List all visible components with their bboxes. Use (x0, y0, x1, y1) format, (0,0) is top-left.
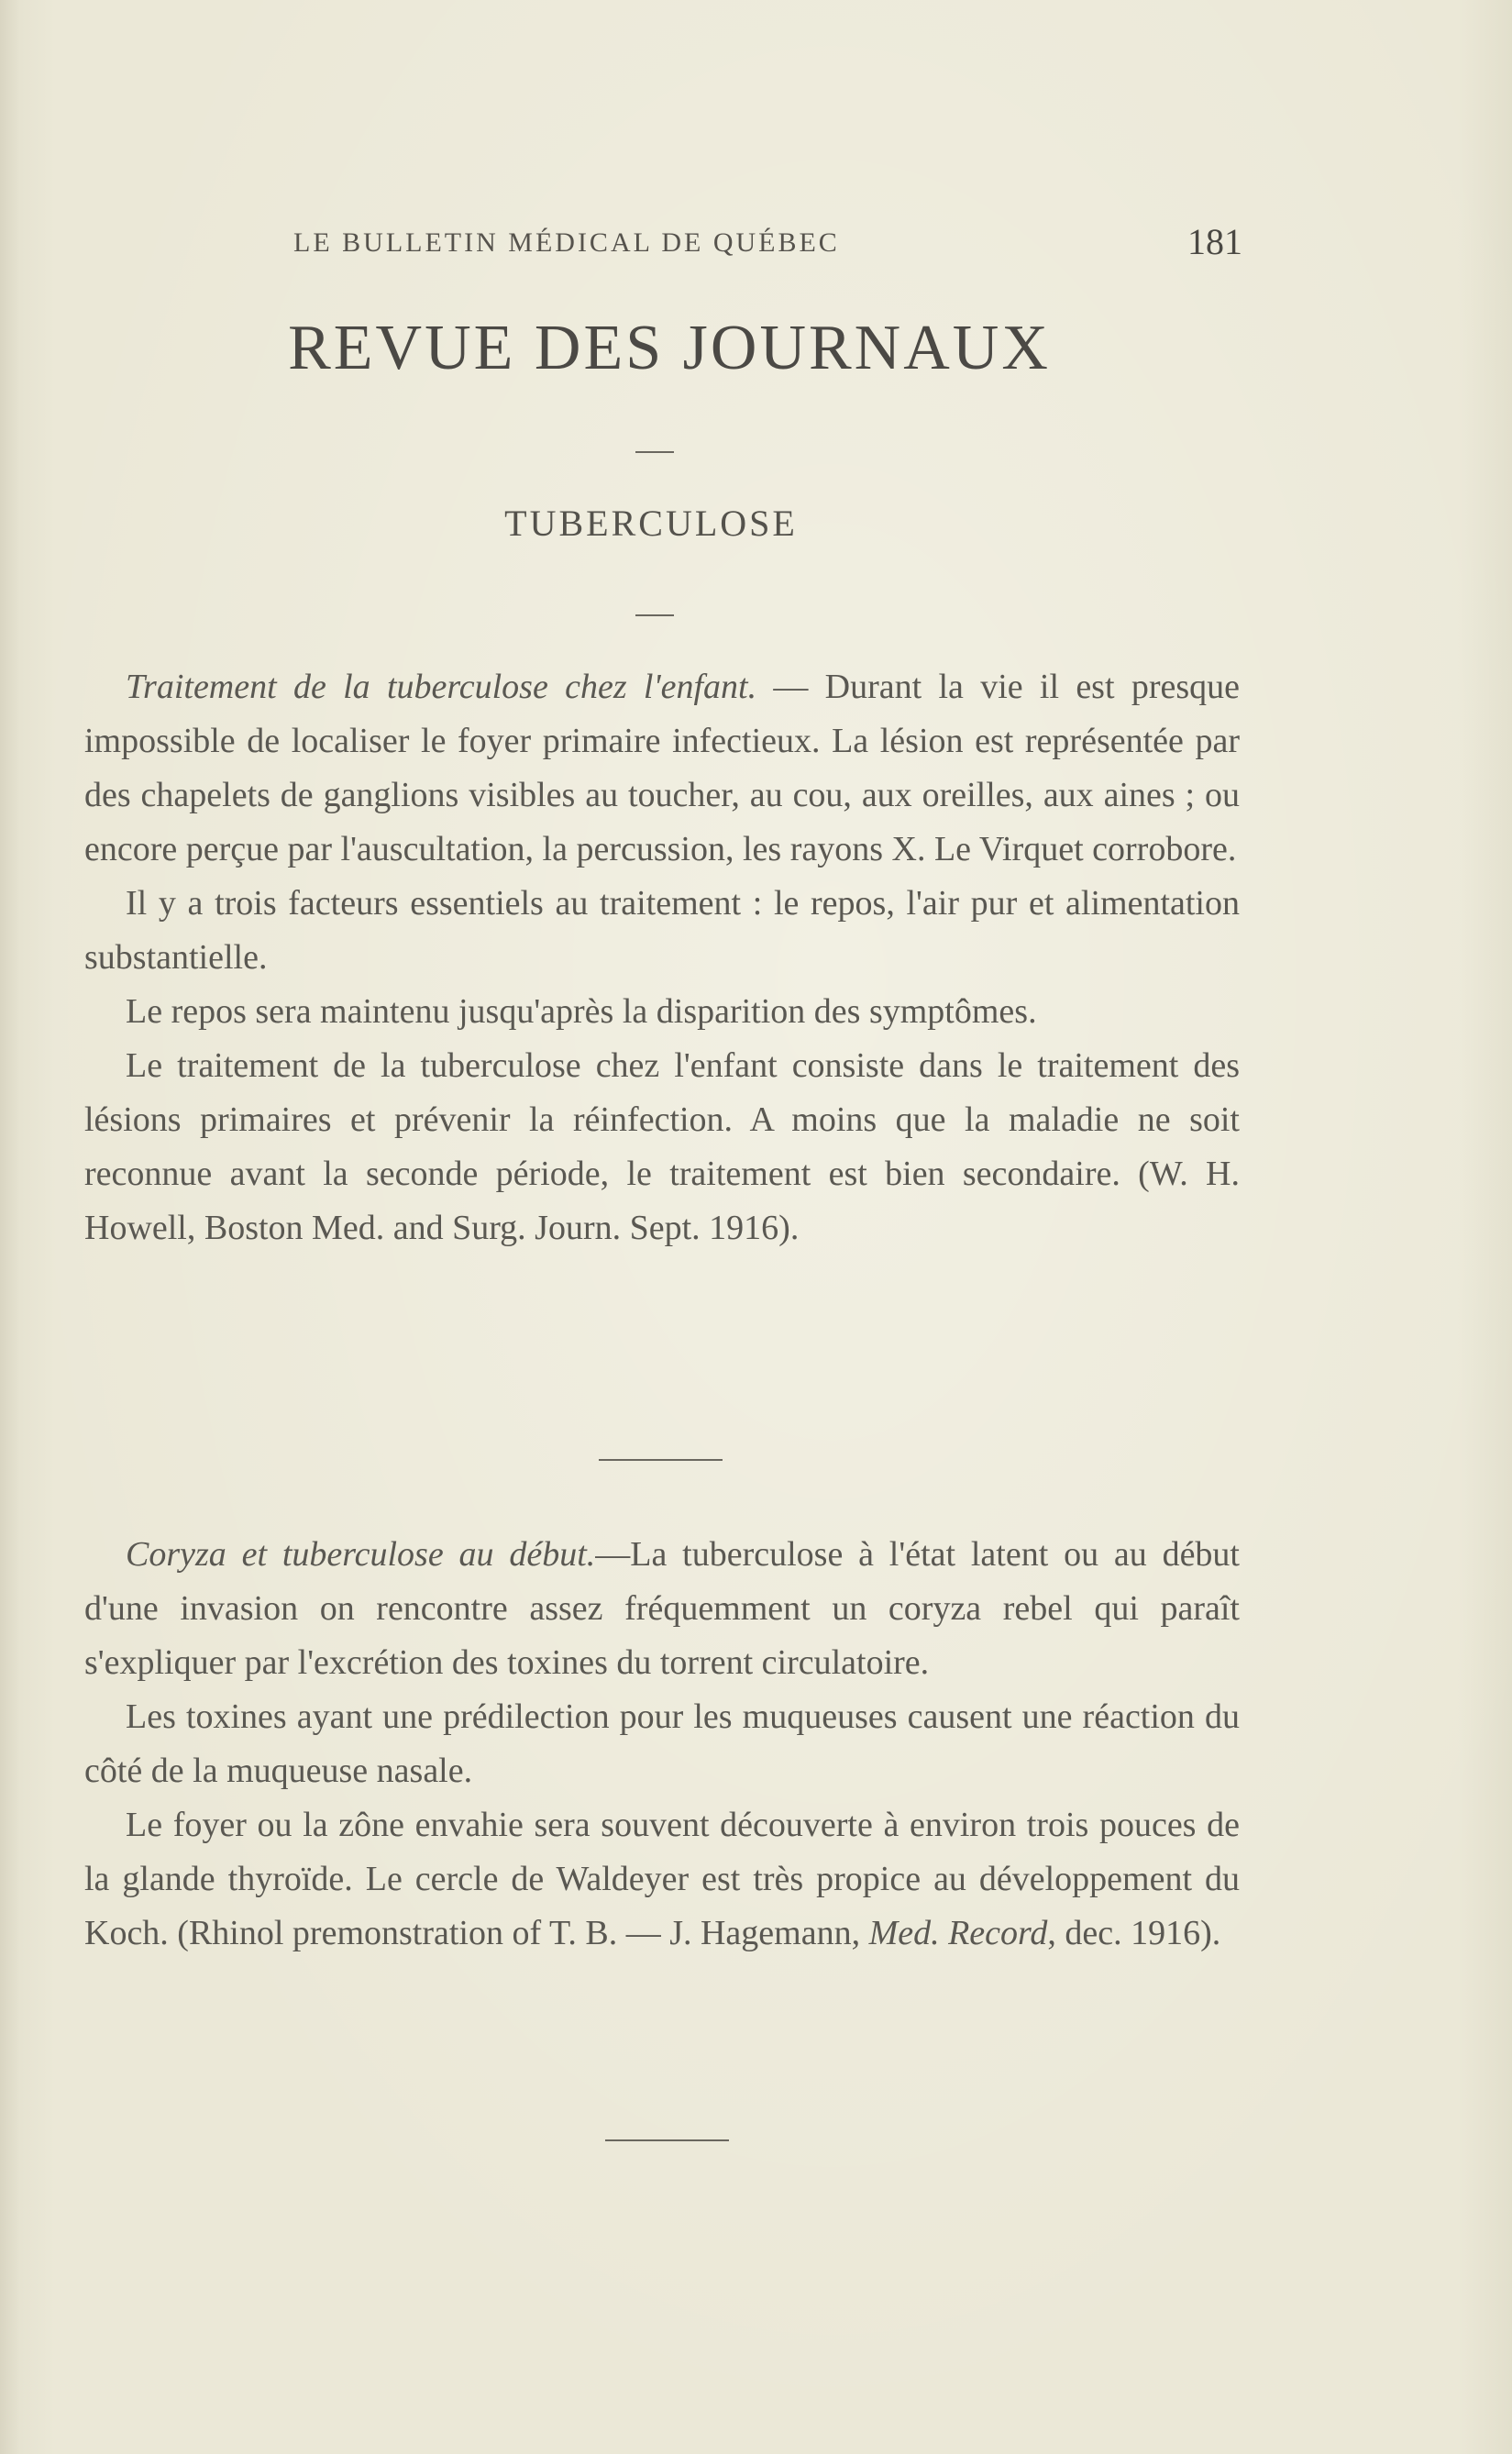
article-paragraph: Le repos sera maintenu jusqu'après la disparition des symptômes. (126, 992, 1037, 1031)
article-paragraph: Le traitement de la tuberculose chez l'enfant consiste dans le traitement des lésions primaires et prévenir la réinfection. A moins que la maladie ne soit reconnue avant la seconde période, le traitement est bien secondaire. (W. H. Howell, Boston Med. and Surg. Journ. Sept. 1916). (84, 1046, 1240, 1247)
article-lead-title: Traitement de la tuberculose chez l'enfant. (126, 668, 757, 706)
article-paragraph: Il y a trois facteurs essentiels au traitement : le repos, l'air pur et alimentation substantielle. (84, 884, 1240, 977)
article-separator-rule (599, 1459, 723, 1461)
source-journal-name: Med. Record (868, 1914, 1048, 1952)
journal-name: LE BULLETIN MÉDICAL DE QUÉBEC (293, 227, 840, 258)
section-title: TUBERCULOSE (504, 503, 798, 544)
article-text: , dec. 1916). (1047, 1914, 1221, 1952)
running-head (293, 220, 1242, 266)
section-rule (635, 614, 674, 616)
article-text: Le foyer ou la zône envahie sera souvent découverte à environ trois pouces de la glande thyroïde. Le cercle de Waldeyer est très propice au développement du Koch. (Rhinol premonstration of T. B. — J. Hagemann, (84, 1806, 1240, 1952)
article-paragraph: Les toxines ayant une prédilection pour les muqueuses causent une réaction du côté de la muqueuse nasale. (84, 1697, 1240, 1790)
page-number: 181 (1187, 221, 1242, 262)
article-paragraph (84, 1528, 1240, 1690)
article-lead-title: Coryza et tuberculose au début. (126, 1535, 596, 1574)
article-text: —La tuberculose à l'état latent ou au début d'une invasion on rencontre assez fréquemment un coryza rebel qui paraît s'expliquer par l'excrétion des toxines du torrent circulatoire. (84, 1535, 1240, 1682)
title-rule (635, 451, 674, 453)
end-rule (605, 2139, 729, 2141)
page-title: REVUE DES JOURNAUX (288, 313, 1051, 383)
article-text: — Durant la vie il est presque impossible de localiser le foyer primaire infectieux. La lésion est représentée par des chapelets de ganglions visibles au toucher, au cou, aux oreilles, aux aines ; ou encore perçue par l'auscultation, la percussion, les rayons X. Le Virquet corrobore. (84, 668, 1240, 868)
article-paragraph (84, 660, 1240, 877)
article-coryza-tuberculose (84, 1528, 1240, 1961)
article-paragraph (84, 1798, 1240, 1961)
article-tuberculose-enfant (84, 660, 1240, 1255)
